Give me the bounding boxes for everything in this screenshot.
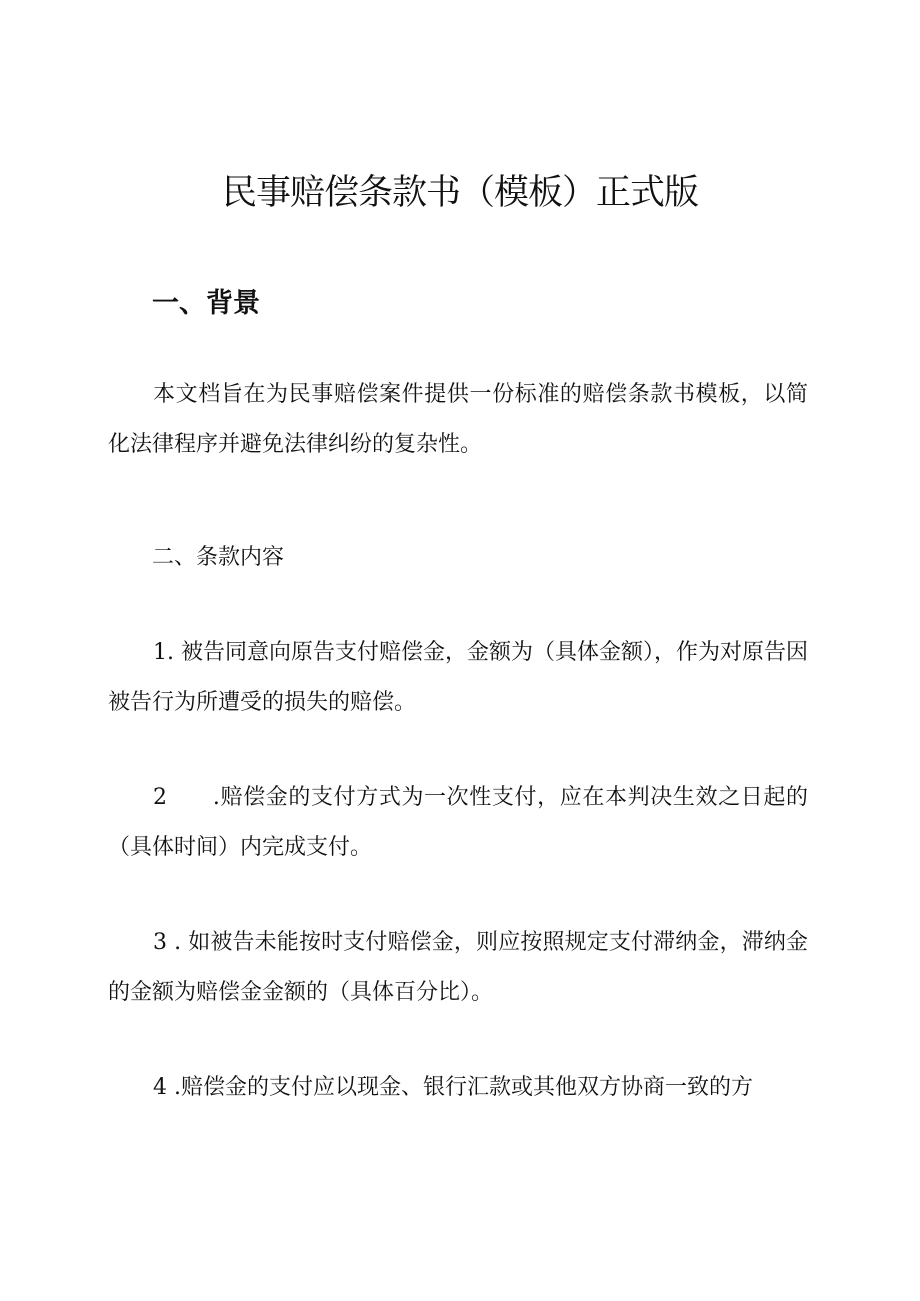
clause-2: 2 .赔偿金的支付方式为一次性支付，应在本判决生效之日起的（具体时间）内完成支付。 — [108, 785, 808, 860]
clause-4: 4 .赔偿金的支付应以现金、银行汇款或其他双方协商一致的方 — [153, 1075, 753, 1100]
document-title: 民事赔偿条款书（模板）正式版 — [221, 173, 698, 213]
clause-1: 1. 被告同意向原告支付赔偿金，金额为（具体金额），作为对原告因被告行为所遭受的损失的赔偿。 — [108, 640, 808, 715]
background-paragraph: 本文档旨在为民事赔偿案件提供一份标准的赔偿条款书模板，以简化法律程序并避免法律纠纷的复杂性。 — [108, 382, 808, 457]
clause-3: 3 . 如被告未能按时支付赔偿金，则应按照规定支付滞纳金，滞纳金的金额为赔偿金金额的（具体百分比）。 — [108, 930, 808, 1005]
section-heading-background: 一、背景 — [152, 288, 260, 319]
section-heading-terms: 二、条款内容 — [152, 545, 285, 570]
